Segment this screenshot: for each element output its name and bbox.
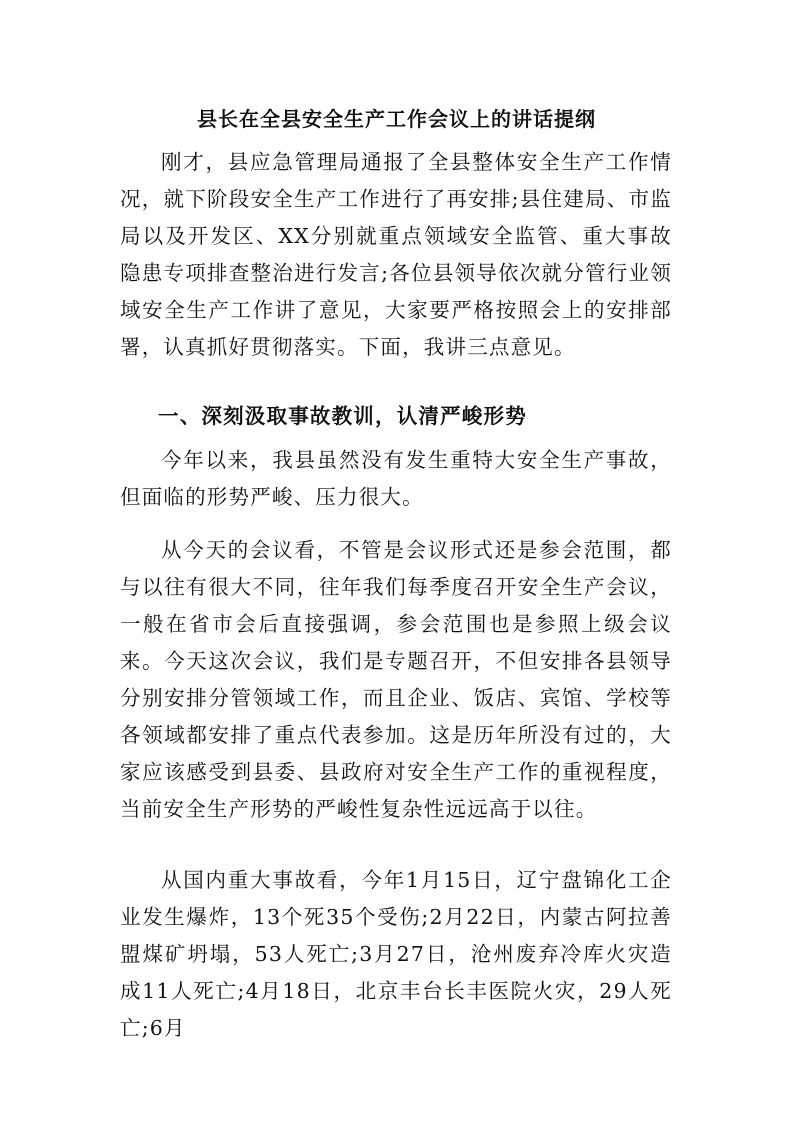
paragraph-meeting: 从今天的会议看，不管是会议形式还是参会范围，都与以往有很大不同，往年我们每季度召开安全生产会议，一般在省市会后直接强调，参会范围也是参照上级会议来。今天这次会议，我们是专题召开，不但安排各县领导分别安排分管领域工作，而且企业、饭店、宾馆、学校等各领域都安排了重点代表参加。这是历年所没有过的，大家应该感受到县委、县政府对安全生产工作的重视程度，当前安全生产形势的严峻性复杂性远远高于以往。 [120,538,672,821]
document-title: 县长在全县安全生产工作会议上的讲话提纲 [197,107,596,131]
section-heading: 一、深刻汲取事故教训，认清严峻形势 [158,404,527,428]
paragraph-situation: 今年以来，我县虽然没有发生重特大安全生产事故，但面临的形势严峻、压力很大。 [120,448,672,509]
paragraph-accidents: 从国内重大事故看，今年1月15日，辽宁盘锦化工企业发生爆炸，13个死35个受伤;2月22日，内蒙古阿拉善盟煤矿坍塌，53人死亡;3月27日，沧州废弃冷库火灾造成11人死亡;4月18日，北京丰台长丰医院火灾，29人死亡;6月 [120,868,672,1040]
paragraph-opening: 刚才，县应急管理局通报了全县整体安全生产工作情况，就下阶段安全生产工作进行了再安排;县住建局、市监局以及开发区、XX分别就重点领域安全监管、重大事故隐患专项排查整治进行发言;各位县领导依次就分管行业领域安全生产工作讲了意见，大家要严格按照会上的安排部署，认真抓好贯彻落实。下面，我讲三点意见。 [120,150,672,359]
